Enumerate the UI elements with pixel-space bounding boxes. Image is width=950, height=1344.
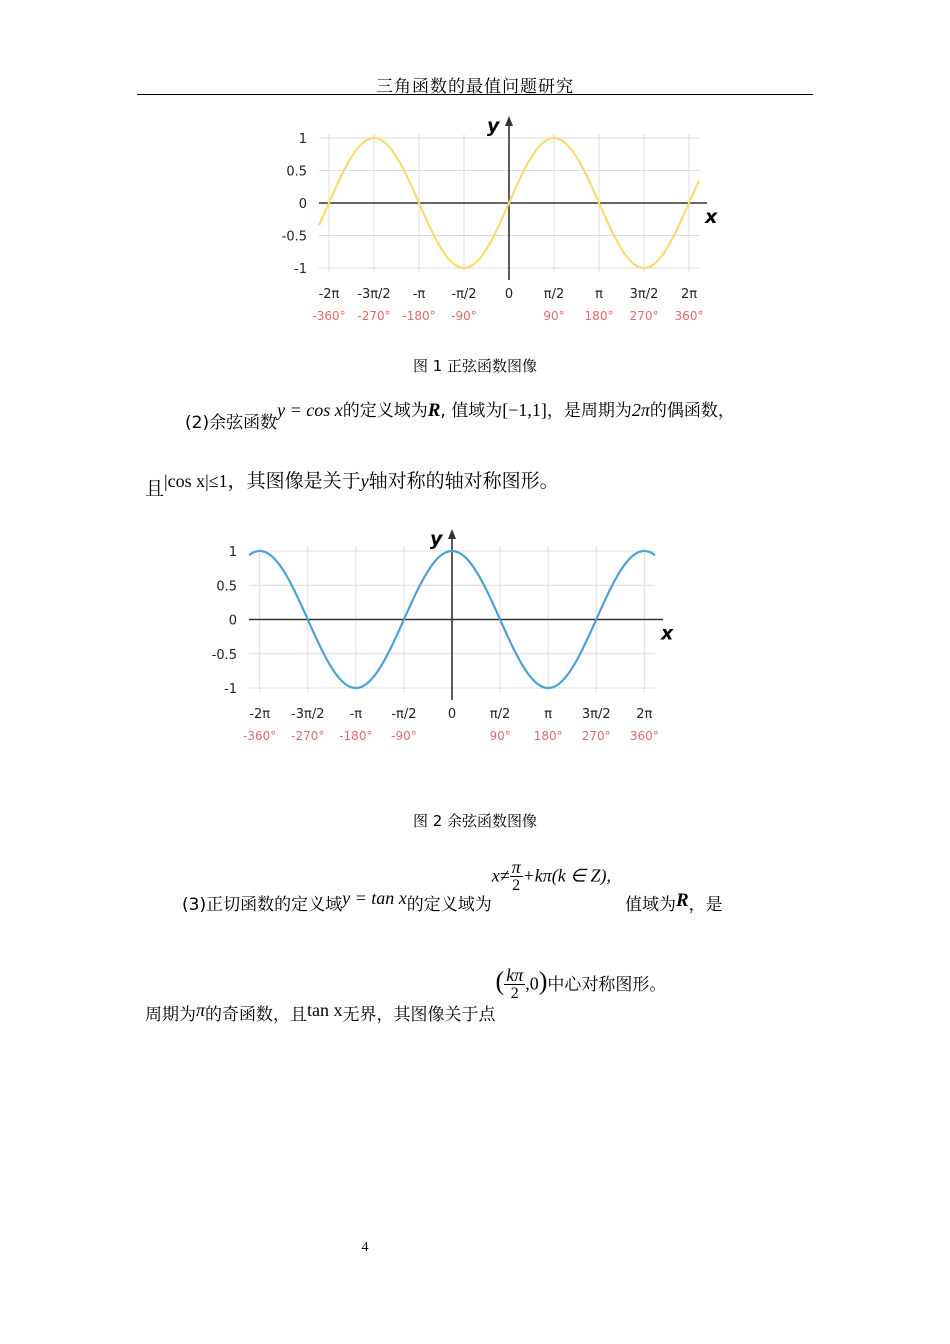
y-tick-label: 0.5: [216, 579, 237, 595]
cosine-chart: [211, 520, 685, 755]
y-tick-label: -0.5: [211, 647, 237, 663]
para3-text: 中心对称图形。: [547, 974, 667, 995]
para2-text: 的定义域为: [342, 401, 428, 421]
y-axis-label: y: [487, 115, 500, 137]
y-axis-label: y: [430, 528, 443, 550]
fraction-denominator: 2: [512, 877, 521, 894]
para2-text: 且: [145, 478, 165, 500]
para2-text: , 值域为: [440, 401, 503, 421]
para3-line2: [145, 965, 667, 1025]
y-tick-label: -1: [294, 262, 307, 277]
point-rest: ,0: [525, 973, 539, 994]
x-degree-tick-label: -180°: [339, 729, 373, 743]
x-tick-label: π: [595, 287, 603, 302]
y-tick-label: 1: [228, 545, 237, 560]
x-tick-label: -π: [349, 707, 363, 722]
para2-text: 的偶函数，: [649, 401, 735, 421]
header-rule: [137, 94, 813, 95]
x-degree-tick-label: -90°: [391, 729, 417, 743]
domain-condition-right: +kπ(k ∈ Z),: [522, 865, 611, 886]
x-degree-tick-label: 90°: [543, 309, 565, 323]
period-pi: π: [196, 999, 206, 1020]
pi-over-2-fraction: [510, 858, 523, 895]
period-2pi: 2π: [631, 400, 650, 420]
para2-line2: [145, 466, 559, 500]
x-tick-label: π: [544, 707, 553, 722]
x-tick-label: 2π: [680, 287, 698, 302]
para3-text: 周期为: [145, 1004, 196, 1025]
x-degree-tick-label: -270°: [291, 729, 325, 743]
y-tick-label: -0.5: [281, 229, 307, 245]
figure2-caption: 图 2 余弦函数图像: [412, 812, 538, 830]
para3-text: ，是: [688, 894, 723, 915]
para3-text: 无界，其图像关于点: [342, 1004, 496, 1025]
y-tick-label: -1: [224, 682, 237, 697]
y-tick-label: 0.5: [286, 164, 307, 180]
x-degree-tick-label: 270°: [629, 309, 659, 323]
fraction-denominator: 2: [510, 985, 519, 1002]
para3-text: 的定义域为: [406, 894, 492, 915]
domain-condition-left: x≠: [491, 865, 510, 886]
figure1-caption: 图 1 正弦函数图像: [412, 357, 538, 375]
para3-line1: [182, 857, 723, 915]
domain-R: R: [427, 400, 441, 421]
y-tick-label: 0: [228, 613, 237, 629]
sine-chart: [281, 105, 725, 335]
page-number: 4: [361, 1240, 369, 1255]
x-tick-label: -π/2: [391, 707, 417, 722]
x-degree-tick-label: 360°: [629, 729, 659, 743]
x-tick-label: π/2: [543, 287, 565, 302]
x-axis-label: x: [661, 622, 674, 645]
x-degree-tick-label: 360°: [674, 309, 704, 323]
x-tick-label: 0: [504, 287, 514, 302]
para3-prefix: (3)正切函数的定义域: [182, 894, 343, 915]
x-tick-label: 0: [447, 707, 457, 722]
x-degree-tick-label: -360°: [312, 309, 346, 323]
running-header: 三角函数的最值问题研究: [376, 77, 574, 97]
y-axis-arrow-icon: [505, 116, 513, 126]
x-tick-label: 3π/2: [581, 707, 611, 722]
para2-line1: [185, 396, 735, 433]
x-tick-label: -3π/2: [291, 707, 325, 722]
axis-var-y: y: [360, 471, 369, 491]
right-paren: ): [538, 966, 548, 996]
para2-prefix: (2)余弦函数: [185, 413, 278, 433]
para2-text: ，其图像是关于: [227, 470, 361, 492]
x-degree-tick-label: 90°: [489, 729, 511, 743]
x-tick-label: 3π/2: [629, 287, 659, 302]
x-degree-tick-label: -270°: [357, 309, 391, 323]
x-tick-label: -2π: [249, 707, 271, 722]
x-tick-label: 2π: [636, 707, 653, 722]
tan-unbounded-expression: tan x: [307, 999, 343, 1020]
cos-expression: y = cos x: [277, 400, 343, 420]
x-tick-label: -π: [412, 287, 426, 302]
y-tick-label: 0: [298, 197, 307, 212]
x-tick-label: -3π/2: [357, 287, 391, 302]
para3-text: 的奇函数，且: [205, 1004, 308, 1025]
abs-cos-inequality: |cos x|≤1: [164, 471, 228, 491]
y-axis-arrow-icon: [448, 529, 456, 539]
para2-text: 轴对称的轴对称图形。: [368, 470, 559, 492]
fraction-numerator: π: [511, 857, 521, 877]
x-degree-tick-label: 270°: [581, 729, 611, 743]
left-paren: (: [495, 966, 505, 996]
range-R: R: [675, 889, 689, 911]
fraction-numerator: kπ: [506, 965, 524, 985]
x-axis-label: x: [705, 206, 718, 228]
y-tick-label: 1: [298, 132, 307, 147]
para2-text: ，是周期为: [546, 401, 632, 421]
k-pi-over-2-fraction: [504, 966, 525, 1003]
x-degree-tick-label: -360°: [243, 729, 277, 743]
range-interval: [−1,1]: [502, 400, 547, 420]
tan-expression: y = tan x: [342, 887, 407, 908]
x-degree-tick-label: 180°: [533, 729, 563, 743]
x-degree-tick-label: 180°: [584, 309, 614, 323]
x-tick-label: -π/2: [451, 287, 477, 302]
x-tick-label: -2π: [318, 287, 340, 302]
x-degree-tick-label: -90°: [451, 309, 477, 323]
x-degree-tick-label: -180°: [402, 309, 436, 323]
x-tick-label: π/2: [489, 707, 511, 722]
para3-text: 值域为: [624, 894, 676, 915]
